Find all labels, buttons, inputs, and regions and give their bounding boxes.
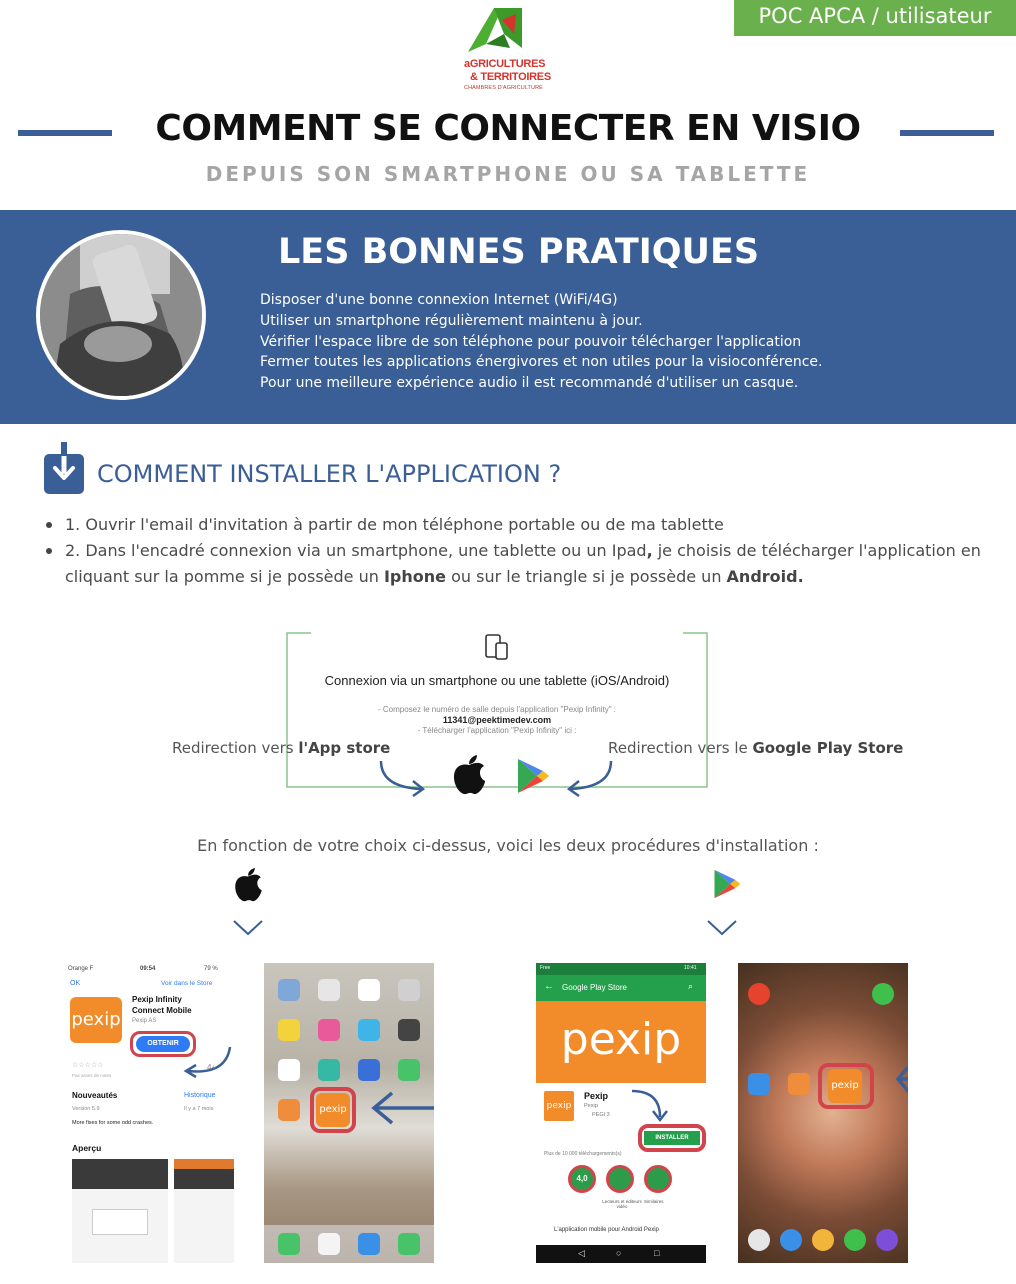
category-video-icon (606, 1165, 634, 1193)
pexip-app-icon: pexip (70, 997, 122, 1043)
publisher: Pexip AS (132, 1018, 157, 1024)
step-2 (44, 538, 984, 590)
home-icon[interactable]: ○ (616, 1248, 622, 1258)
version-age: Il y a 7 mois (184, 1106, 214, 1112)
redirect-google-label (608, 739, 903, 757)
age-rating: 4+ (207, 1063, 217, 1072)
list-item: Utiliser un smartphone régulièrement maintenu à jour. (260, 312, 643, 329)
publisher: Pexip (584, 1103, 598, 1109)
app-tile (358, 1019, 380, 1041)
step-2-android: Android. (726, 567, 804, 586)
best-practices-list (260, 290, 822, 394)
list-item: Disposer d'une bonne connexion Internet (WiFi/4G) (260, 292, 618, 308)
step-2-iphone: Iphone (383, 567, 446, 586)
play-toolbar (536, 975, 706, 1001)
app-tile (318, 979, 340, 1001)
back-arrow-icon[interactable]: ← (544, 981, 554, 992)
android-nav-bar (536, 1245, 706, 1263)
procedures-intro: En fonction de votre choix ci-dessus, voici les deux procédures d'installation : (197, 836, 819, 855)
list-item: Pour une meilleure expérience audio il est recommandé d'utiliser un casque. (260, 375, 799, 392)
app-tile (398, 979, 420, 1001)
list-item: Fermer toutes les applications énergivores et non utiles pour la visioconférence. (260, 354, 823, 371)
store-link[interactable]: Voir dans le Store (161, 980, 213, 987)
app-tile (278, 1059, 300, 1081)
app-name-line2: Connect Mobile (132, 1006, 192, 1015)
connection-room-address: 11341@peektimedev.com (442, 715, 552, 725)
similar-icon (644, 1165, 672, 1193)
app-name: Pexip (584, 1091, 609, 1101)
dock-app-tile (278, 1233, 300, 1255)
category-label: Lecteurs et éditeurs vidéo (602, 1199, 642, 1209)
install-section-title: COMMENT INSTALLER L'APPLICATION ? (97, 460, 562, 488)
phone-hands-photo (36, 230, 206, 400)
chevron-down-icon (232, 918, 264, 938)
chambres-agriculture-logo (460, 4, 560, 94)
page-subtitle: DEPUIS SON SMARTPHONE OU SA TABLETTE (205, 162, 811, 186)
page-title: COMMENT SE CONNECTER EN VISIO (155, 108, 861, 149)
arrow-to-play-icon (563, 759, 617, 801)
apple-store-button[interactable] (451, 755, 487, 795)
redirect-google-prefix: Redirection vers le (608, 739, 753, 757)
google-play-icon (712, 868, 742, 900)
toolbar-title: Google Play Store (562, 983, 627, 992)
list-item: Vérifier l'espace libre de son téléphone pour pouvoir télécharger l'application (260, 333, 802, 350)
step-2-text-a: 2. Dans l'encadré connexion via un smartphone, une tablette ou un Ipad (65, 541, 647, 560)
pexip-app-icon: pexip (544, 1091, 574, 1121)
status-carrier: Orange F (68, 966, 94, 972)
pexip-app-icon[interactable]: pexip (828, 1069, 862, 1103)
step-2-comma: , (646, 541, 653, 560)
step-2-text-d: ou sur le triangle si je possède un (446, 567, 727, 586)
app-tile (398, 1019, 420, 1041)
best-practices-title: LES BONNES PRATIQUES (278, 232, 760, 272)
status-time: 10:41 (684, 965, 697, 971)
preview-title: Aperçu (72, 1143, 102, 1153)
step-1 (44, 512, 984, 538)
logo-mark-icon (464, 4, 524, 56)
status-time: 09:54 (140, 966, 156, 972)
pexip-banner: pexip (536, 1001, 706, 1083)
app-tile (278, 979, 300, 1001)
install-steps (44, 512, 984, 590)
app-tile (788, 1073, 810, 1095)
pexip-app-icon[interactable]: pexip (316, 1093, 350, 1127)
redirect-apple-prefix: Redirection vers (172, 739, 299, 757)
downloads: Plus de 10 000 téléchargements(s) (544, 1151, 622, 1157)
step-1-text: 1. Ouvrir l'email d'invitation à partir de mon téléphone portable ou de ma tablette (65, 515, 724, 534)
dock-app-tile (844, 1229, 866, 1251)
dock-app-tile (876, 1229, 898, 1251)
ios-home-screenshot (264, 963, 434, 1263)
chevron-down-icon (706, 918, 738, 938)
pegi: PEGI 3 (592, 1112, 610, 1118)
download-icon (44, 442, 84, 494)
dock-app-tile (318, 1233, 340, 1255)
redirect-google-bold: Google Play Store (752, 739, 904, 757)
playstore-screenshot (536, 963, 706, 1263)
history-link[interactable]: Historique (184, 1092, 216, 1099)
ok-button[interactable]: OK (70, 980, 81, 987)
preview-thumb-2 (174, 1159, 234, 1263)
app-name-line1: Pexip Infinity (132, 995, 182, 1004)
curved-arrow-icon (178, 1045, 234, 1081)
app-tile (278, 1019, 300, 1041)
similar-label: Similaires (644, 1199, 664, 1204)
app-tile (358, 1059, 380, 1081)
redirect-apple-label (172, 739, 390, 757)
logo-text-line2: & TERRITOIRES (470, 71, 551, 83)
dock-app-tile (358, 1233, 380, 1255)
connection-instruction-2: - Télécharger l'application "Pexip Infinity" ici : (417, 726, 577, 735)
ratings-note: Pas assez de notes (72, 1073, 112, 1078)
phone-in-hands-illustration (40, 234, 206, 400)
apple-icon (232, 868, 264, 902)
recents-icon[interactable]: □ (654, 1248, 660, 1258)
search-icon[interactable]: ⌕ (688, 981, 694, 991)
logo-text-line3: CHAMBRES D'AGRICULTURE (464, 85, 543, 91)
app-tile (358, 979, 380, 1001)
version-label: Version 5.9 (72, 1106, 100, 1112)
app-tile (398, 1059, 420, 1081)
app-tile (318, 1019, 340, 1041)
app-tile (748, 983, 770, 1005)
dock-app-tile (780, 1229, 802, 1251)
android-home-screenshot (738, 963, 908, 1263)
app-tile (318, 1059, 340, 1081)
preview-thumb-1 (72, 1159, 168, 1263)
google-play-button[interactable] (515, 757, 551, 795)
step-2-text-c: je choisis de télécharger l'application en cliquant sur la pomme si je possède un (65, 541, 981, 586)
connection-instruction-1: - Composez le numéro de salle depuis l'application "Pexip Infinity" : (378, 705, 616, 714)
app-tile (278, 1099, 300, 1121)
arrow-left-icon (888, 1049, 908, 1109)
get-button[interactable]: OBTENIR (136, 1036, 190, 1052)
dock-app-tile (748, 1229, 770, 1251)
appstore-screenshot (64, 963, 234, 1263)
connection-box-title: Connexion via un smartphone ou une tablette (iOS/Android) (324, 673, 670, 688)
arrow-left-icon (366, 1091, 434, 1127)
logo-text-line1: aGRICULTURES (464, 58, 546, 70)
stars-icon: ☆☆☆☆☆ (72, 1062, 104, 1069)
rating-badge: 4,0 (568, 1165, 596, 1193)
status-bar (536, 963, 706, 975)
devices-icon (483, 633, 511, 661)
curved-arrow-icon (630, 1087, 670, 1123)
poc-badge: POC APCA / utilisateur (734, 0, 1016, 36)
status-carrier: Free (540, 965, 551, 971)
status-battery: 79 % (204, 966, 218, 972)
dock-app-tile (812, 1229, 834, 1251)
app-tile (748, 1073, 770, 1095)
arrow-to-apple-icon (377, 759, 431, 801)
redirect-apple-bold: l'App store (298, 739, 391, 757)
connection-box (285, 631, 709, 789)
back-icon[interactable]: ◁ (578, 1248, 585, 1258)
dock-app-tile (398, 1233, 420, 1255)
release-notes: More fixes for some odd crashes. (72, 1120, 154, 1126)
footer-text: L'application mobile pour Android Pexip (554, 1227, 659, 1233)
app-tile (872, 983, 894, 1005)
whats-new-title: Nouveautés (72, 1091, 118, 1100)
install-button[interactable]: INSTALLER (644, 1131, 700, 1145)
